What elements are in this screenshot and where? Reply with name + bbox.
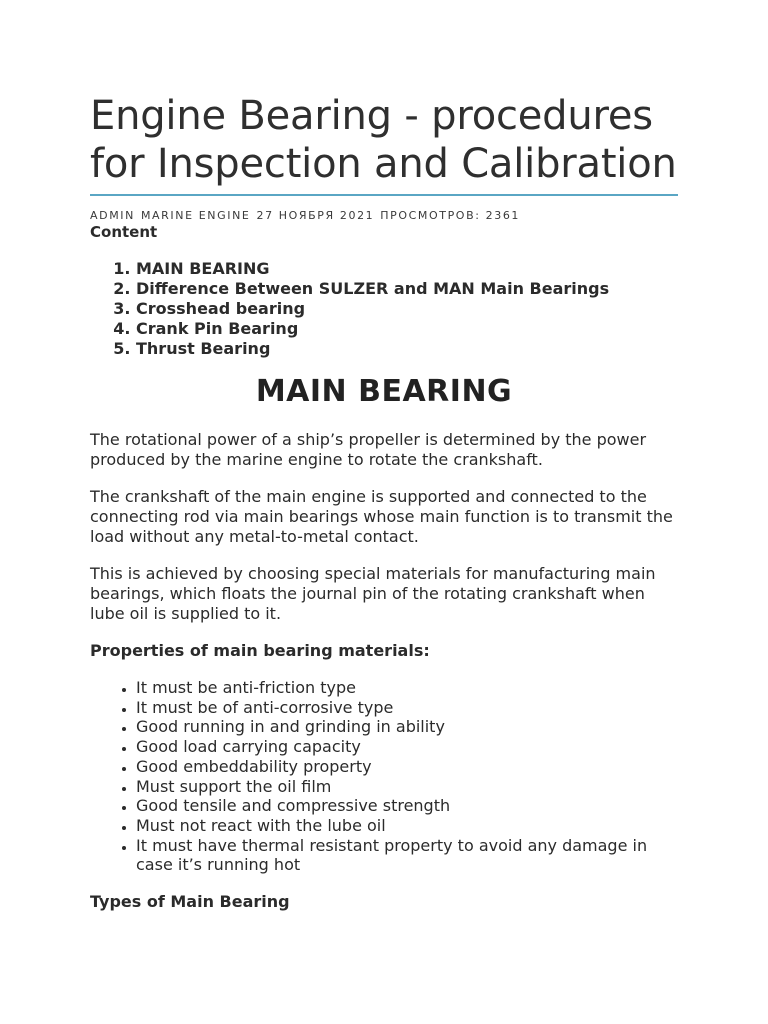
toc-item-crosshead-bearing[interactable]: 3. Crosshead bearing — [136, 299, 609, 319]
properties-list — [90, 678, 680, 875]
paragraph: The rotational power of a ship’s propeller is determined by the power produced by the marine engine to rotate the crankshaft. — [90, 430, 647, 469]
toc-heading: Content — [90, 223, 158, 241]
list-item: • Good load carrying capacity — [136, 737, 680, 757]
list-item: • It must be of anti-corrosive type — [136, 698, 680, 718]
article-meta — [90, 209, 526, 222]
table-of-contents — [90, 259, 609, 359]
paragraph: This is achieved by choosing special materials for manufacturing main bearings, which floats the journal pin of the rotating crankshaft when lube oil is supplied to it. — [90, 564, 656, 623]
list-item: • Good tensile and compressive strength — [136, 796, 680, 816]
toc-item-main-bearing[interactable]: 1. MAIN BEARING — [136, 259, 609, 279]
section-heading-main-bearing: MAIN BEARING — [255, 374, 513, 409]
meta-author[interactable]: ADMIN — [90, 209, 135, 222]
list-item: • It must be anti-friction type — [136, 678, 680, 698]
meta-category[interactable]: MARINE ENGINE — [140, 209, 251, 222]
toc-item-thrust-bearing[interactable]: 5. Thrust Bearing — [136, 339, 609, 359]
list-item: • Must not react with the lube oil — [136, 816, 680, 836]
meta-views: ПРОСМОТРОВ: 2361 — [380, 209, 521, 222]
types-heading: Types of Main Bearing — [90, 892, 290, 911]
paragraph: The crankshaft of the main engine is supported and connected to the connecting rod via main bearings whose main function is to transmit the load without any metal-to-metal contact. — [90, 487, 673, 546]
properties-heading: Properties of main bearing materials: — [90, 641, 430, 660]
meta-date: 27 НОЯБРЯ 2021 — [256, 209, 375, 222]
list-item: • Good running in and grinding in ability — [136, 717, 680, 737]
list-item: • It must have thermal resistant property to avoid any damage in case it’s running hot — [136, 836, 680, 875]
list-item: • Good embeddability property — [136, 757, 680, 777]
page-title: Engine Bearing - procedures for Inspection and Calibration — [90, 92, 678, 196]
toc-item-crank-pin-bearing[interactable]: 4. Crank Pin Bearing — [136, 319, 609, 339]
toc-item-sulzer-man-difference[interactable]: 2. Difference Between SULZER and MAN Main Bearings — [136, 279, 609, 299]
list-item: • Must support the oil film — [136, 777, 680, 797]
